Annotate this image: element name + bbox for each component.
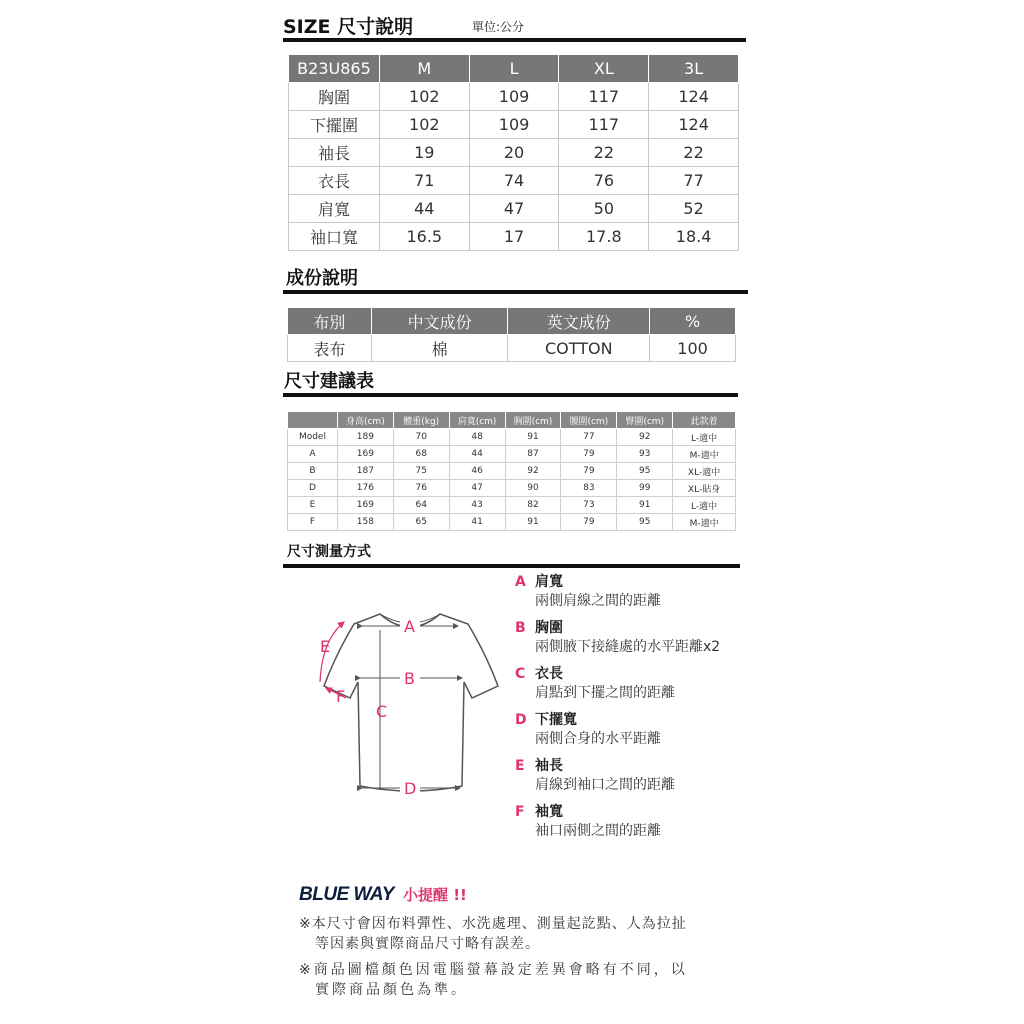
table-cell: 下擺圍 bbox=[289, 111, 380, 139]
size-header-cell: M bbox=[379, 55, 469, 83]
model-header-cell: 體重(kg) bbox=[393, 412, 449, 429]
fabric-rule bbox=[283, 290, 748, 294]
table-cell: L-適中 bbox=[673, 497, 736, 514]
table-cell: 44 bbox=[379, 195, 469, 223]
table-row bbox=[289, 223, 739, 251]
diagram-letter-d: D bbox=[404, 779, 417, 798]
size-header-cell: L bbox=[469, 55, 559, 83]
note-line: ※本尺寸會因布料彈性、水洗處理、測量起訖點、人為拉扯 bbox=[299, 916, 687, 932]
table-cell: 187 bbox=[337, 463, 393, 480]
table-cell: XL-適中 bbox=[673, 463, 736, 480]
table-cell: 52 bbox=[649, 195, 739, 223]
table-cell: 92 bbox=[617, 429, 673, 446]
table-cell: 117 bbox=[559, 83, 649, 111]
brand-logo: BLUE WAY bbox=[299, 884, 394, 905]
diagram-letter-c: C bbox=[376, 702, 388, 721]
size-header-cell: XL bbox=[559, 55, 649, 83]
legend-name: 袖長 bbox=[535, 758, 563, 774]
model-rule bbox=[283, 393, 738, 397]
table-row bbox=[289, 83, 739, 111]
table-cell: 76 bbox=[393, 480, 449, 497]
reminder-label: 小提醒 !! bbox=[402, 886, 467, 904]
table-cell: 胸圍 bbox=[289, 83, 380, 111]
measure-title: 尺寸測量方式 bbox=[287, 544, 371, 560]
table-cell: 102 bbox=[379, 111, 469, 139]
table-cell: B bbox=[288, 463, 338, 480]
table-cell: 109 bbox=[469, 111, 559, 139]
legend-item bbox=[515, 665, 675, 703]
table-cell: 68 bbox=[393, 446, 449, 463]
table-row bbox=[289, 139, 739, 167]
table-cell: 17 bbox=[469, 223, 559, 251]
table-cell: 棉 bbox=[371, 335, 508, 362]
reminder-notes bbox=[299, 914, 688, 1000]
table-row bbox=[288, 446, 736, 463]
table-row bbox=[288, 514, 736, 531]
tshirt-diagram bbox=[300, 600, 510, 820]
table-cell: 169 bbox=[337, 497, 393, 514]
table-cell: 衣長 bbox=[289, 167, 380, 195]
table-cell: 20 bbox=[469, 139, 559, 167]
table-cell: 95 bbox=[617, 463, 673, 480]
size-header-row bbox=[289, 55, 739, 83]
model-header-row bbox=[288, 412, 736, 429]
table-cell: 17.8 bbox=[559, 223, 649, 251]
diagram-letter-e: E bbox=[320, 637, 331, 656]
table-cell: 100 bbox=[650, 335, 736, 362]
table-cell: 92 bbox=[505, 463, 561, 480]
table-row bbox=[289, 167, 739, 195]
legend-name: 衣長 bbox=[535, 666, 563, 682]
table-cell: 47 bbox=[469, 195, 559, 223]
unit-label: 單位:公分 bbox=[472, 20, 525, 34]
table-cell: 75 bbox=[393, 463, 449, 480]
table-cell: 79 bbox=[561, 514, 617, 531]
table-cell: 47 bbox=[449, 480, 505, 497]
table-row bbox=[288, 429, 736, 446]
legend-name: 肩寬 bbox=[535, 574, 563, 590]
table-cell: 19 bbox=[379, 139, 469, 167]
diagram-letter-b: B bbox=[404, 669, 415, 688]
table-cell: 99 bbox=[617, 480, 673, 497]
note-line: 實際商品顏色為準。 bbox=[315, 982, 468, 998]
legend-name: 袖寬 bbox=[535, 804, 563, 820]
model-table bbox=[287, 411, 736, 531]
table-cell: 22 bbox=[649, 139, 739, 167]
table-cell: 16.5 bbox=[379, 223, 469, 251]
size-table bbox=[288, 54, 739, 251]
table-cell: 46 bbox=[449, 463, 505, 480]
model-header-cell: 身高(cm) bbox=[337, 412, 393, 429]
table-cell: 50 bbox=[559, 195, 649, 223]
legend-desc: 兩側腋下接縫處的水平距離x2 bbox=[535, 639, 721, 655]
table-cell: 44 bbox=[449, 446, 505, 463]
table-cell: 71 bbox=[379, 167, 469, 195]
legend-name: 胸圍 bbox=[535, 620, 563, 636]
table-row bbox=[289, 195, 739, 223]
table-cell: 124 bbox=[649, 111, 739, 139]
legend-item bbox=[515, 573, 661, 611]
table-cell: Model bbox=[288, 429, 338, 446]
diagram-letter-a: A bbox=[404, 617, 415, 636]
measure-rule bbox=[283, 564, 740, 568]
table-cell: 189 bbox=[337, 429, 393, 446]
table-row bbox=[289, 111, 739, 139]
table-cell: 95 bbox=[617, 514, 673, 531]
legend-letter: C bbox=[515, 666, 526, 682]
size-title: SIZE 尺寸說明 bbox=[283, 16, 414, 38]
model-header-cell: 此款着 bbox=[673, 412, 736, 429]
table-cell: D bbox=[288, 480, 338, 497]
legend-item bbox=[515, 757, 675, 795]
table-cell: 48 bbox=[449, 429, 505, 446]
table-cell: COTTON bbox=[508, 335, 650, 362]
model-header-cell: 臀圍(cm) bbox=[617, 412, 673, 429]
fabric-header-row bbox=[288, 308, 736, 335]
table-cell: 袖長 bbox=[289, 139, 380, 167]
table-cell: 124 bbox=[649, 83, 739, 111]
table-cell: 79 bbox=[561, 446, 617, 463]
table-cell: 76 bbox=[559, 167, 649, 195]
legend-letter: A bbox=[515, 574, 526, 590]
table-cell: 65 bbox=[393, 514, 449, 531]
legend-letter: D bbox=[515, 712, 527, 728]
legend-item bbox=[515, 711, 661, 749]
diagram-letter-f: F bbox=[336, 687, 346, 706]
table-cell: 18.4 bbox=[649, 223, 739, 251]
table-cell: 87 bbox=[505, 446, 561, 463]
table-cell: 91 bbox=[505, 514, 561, 531]
reminder-heading bbox=[299, 884, 467, 906]
table-cell: 158 bbox=[337, 514, 393, 531]
table-cell: F bbox=[288, 514, 338, 531]
model-header-cell: 腰圍(cm) bbox=[561, 412, 617, 429]
table-row bbox=[288, 463, 736, 480]
table-cell: 169 bbox=[337, 446, 393, 463]
legend-desc: 肩線到袖口之間的距離 bbox=[535, 777, 675, 793]
model-header-cell: 肩寬(cm) bbox=[449, 412, 505, 429]
size-rule bbox=[283, 38, 746, 42]
table-cell: 176 bbox=[337, 480, 393, 497]
legend-item bbox=[515, 619, 720, 657]
table-row bbox=[288, 497, 736, 514]
table-cell: 袖口寬 bbox=[289, 223, 380, 251]
note-line: ※商品圖檔顏色因電腦螢幕設定差異會略有不同，以 bbox=[299, 962, 688, 978]
table-cell: 22 bbox=[559, 139, 649, 167]
table-cell: 82 bbox=[505, 497, 561, 514]
model-header-cell bbox=[288, 412, 338, 429]
note-line: 等因素與實際商品尺寸略有誤差。 bbox=[315, 936, 540, 952]
table-row bbox=[288, 480, 736, 497]
fabric-header-cell: % bbox=[650, 308, 736, 335]
fabric-header-cell: 中文成份 bbox=[371, 308, 508, 335]
table-cell: 83 bbox=[561, 480, 617, 497]
model-title: 尺寸建議表 bbox=[284, 371, 374, 392]
table-row bbox=[288, 335, 736, 362]
legend-desc: 兩側肩線之間的距離 bbox=[535, 593, 661, 609]
fabric-title: 成份說明 bbox=[286, 268, 358, 289]
legend-letter: E bbox=[515, 758, 525, 774]
table-cell: 79 bbox=[561, 463, 617, 480]
table-cell: 43 bbox=[449, 497, 505, 514]
table-cell: 109 bbox=[469, 83, 559, 111]
legend-letter: F bbox=[515, 804, 525, 820]
table-cell: 77 bbox=[649, 167, 739, 195]
table-cell: XL-貼身 bbox=[673, 480, 736, 497]
legend-desc: 兩側合身的水平距離 bbox=[535, 731, 661, 747]
legend-desc: 肩點到下擺之間的距離 bbox=[535, 685, 675, 701]
table-cell: 117 bbox=[559, 111, 649, 139]
table-cell: M-適中 bbox=[673, 446, 736, 463]
table-cell: 91 bbox=[505, 429, 561, 446]
table-cell: 70 bbox=[393, 429, 449, 446]
table-cell: 91 bbox=[617, 497, 673, 514]
legend-letter: B bbox=[515, 620, 526, 636]
table-cell: 表布 bbox=[288, 335, 372, 362]
table-cell: 90 bbox=[505, 480, 561, 497]
legend-item bbox=[515, 803, 661, 841]
table-cell: 102 bbox=[379, 83, 469, 111]
table-cell: A bbox=[288, 446, 338, 463]
legend-desc: 袖口兩側之間的距離 bbox=[535, 823, 661, 839]
table-cell: 93 bbox=[617, 446, 673, 463]
table-cell: 肩寬 bbox=[289, 195, 380, 223]
tshirt-outline bbox=[324, 614, 498, 791]
size-header-cell: B23U865 bbox=[289, 55, 380, 83]
fabric-table bbox=[287, 307, 736, 362]
table-cell: 41 bbox=[449, 514, 505, 531]
table-cell: 64 bbox=[393, 497, 449, 514]
table-cell: 77 bbox=[561, 429, 617, 446]
fabric-header-cell: 英文成份 bbox=[508, 308, 650, 335]
legend-name: 下擺寬 bbox=[535, 712, 577, 728]
table-cell: 73 bbox=[561, 497, 617, 514]
table-cell: M-適中 bbox=[673, 514, 736, 531]
table-cell: L-適中 bbox=[673, 429, 736, 446]
model-header-cell: 胸圍(cm) bbox=[505, 412, 561, 429]
table-cell: 74 bbox=[469, 167, 559, 195]
size-header-cell: 3L bbox=[649, 55, 739, 83]
table-cell: E bbox=[288, 497, 338, 514]
fabric-header-cell: 布別 bbox=[288, 308, 372, 335]
